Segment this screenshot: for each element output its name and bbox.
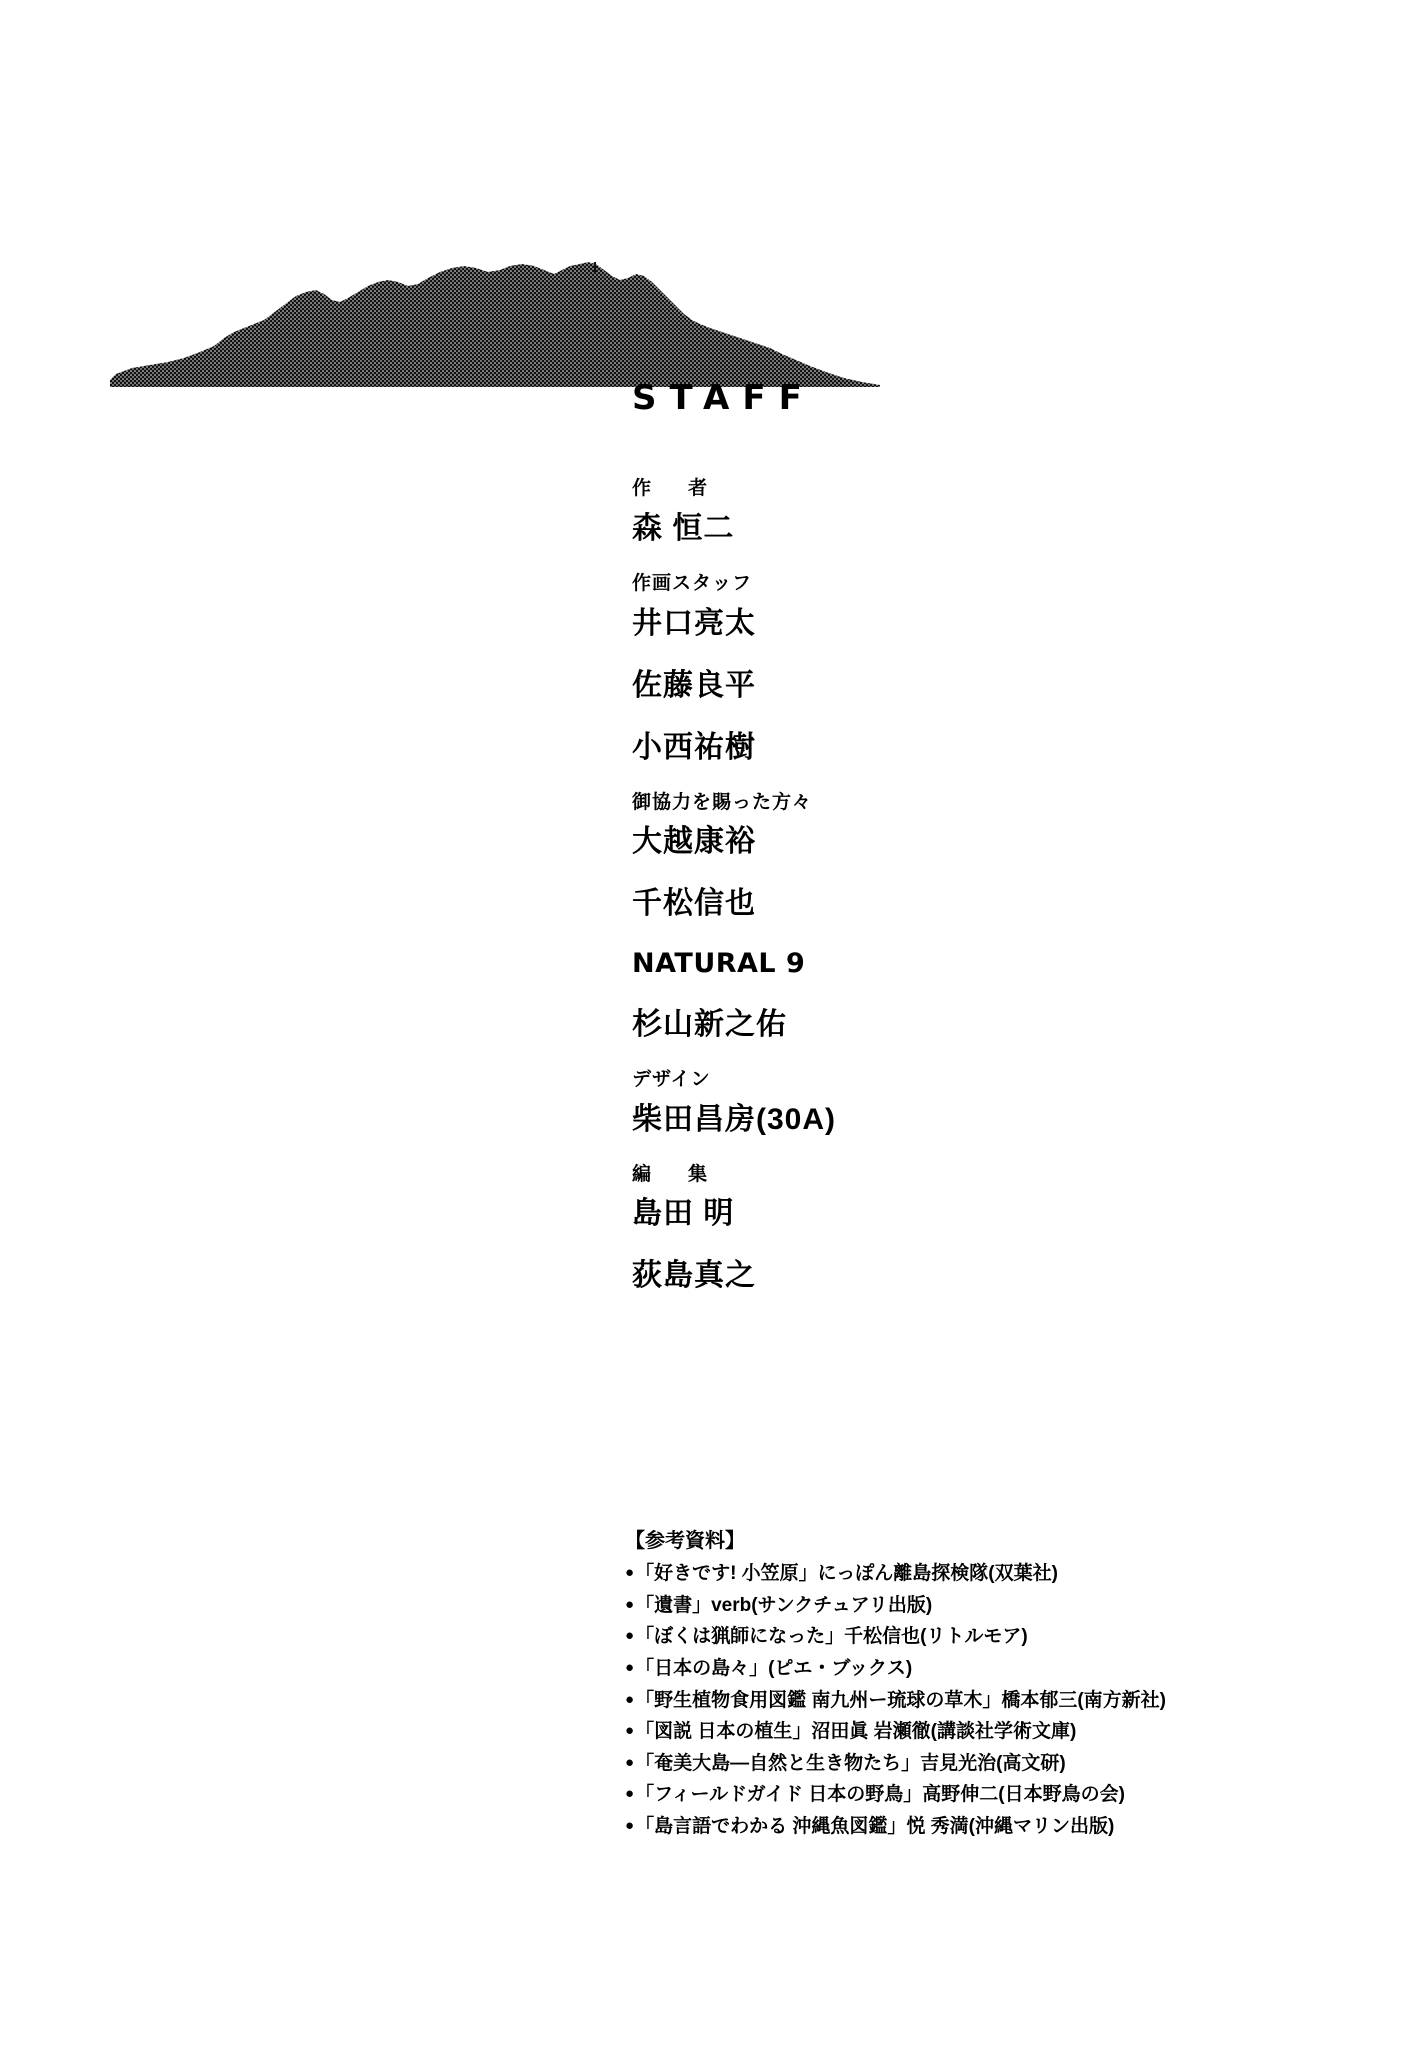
references-section bbox=[625, 1528, 1325, 1846]
reference-text: 「奄美大島―自然と生き物たち」吉見光治(高文研) bbox=[635, 1752, 1066, 1774]
credit-name: 千松信也 bbox=[632, 887, 756, 921]
credit-name: 杉山新之佑 bbox=[632, 1007, 787, 1041]
credit-group-cooperation bbox=[632, 792, 1232, 1043]
bullet-icon: ● bbox=[625, 1753, 635, 1771]
reference-text: 「好きです! 小笠原」にっぽん離島探検隊(双葉社) bbox=[635, 1563, 1058, 1584]
credit-name: NATURAL 9 bbox=[632, 948, 806, 980]
reference-text: 「日本の島々」(ピエ・ブックス) bbox=[635, 1657, 913, 1679]
credit-group-editing bbox=[632, 1164, 1232, 1295]
reference-item bbox=[625, 1624, 1325, 1650]
bullet-icon: ● bbox=[625, 1595, 635, 1613]
bullet-icon: ● bbox=[625, 1658, 635, 1676]
credit-name: 井口亮太 bbox=[632, 606, 756, 640]
credits-list bbox=[632, 478, 1232, 1320]
credit-role-label: 編 集 bbox=[632, 1163, 717, 1185]
reference-text: 「ぼくは猟師になった」千松信也(リトルモア) bbox=[635, 1626, 1028, 1648]
reference-text: 「島言語でわかる 沖縄魚図鑑」悦 秀満(沖縄マリン出版) bbox=[635, 1816, 1115, 1838]
bullet-icon: ● bbox=[625, 1564, 635, 1581]
credit-role-label: 御協力を賜った方々 bbox=[632, 791, 813, 813]
reference-item bbox=[625, 1561, 1325, 1587]
credit-name: 柴田昌房(30A) bbox=[632, 1102, 837, 1136]
credit-name: 島田 明 bbox=[632, 1197, 735, 1231]
references-title: 【参考資料】 bbox=[625, 1530, 745, 1552]
reference-item bbox=[625, 1688, 1325, 1714]
credit-role-label: デザイン bbox=[632, 1068, 711, 1090]
reference-text: 「フィールドガイド 日本の野鳥」高野伸二(日本野鳥の会) bbox=[635, 1784, 1125, 1806]
reference-item bbox=[625, 1719, 1325, 1745]
credit-name: 森 恒二 bbox=[632, 511, 735, 545]
credit-name: 荻島真之 bbox=[632, 1259, 756, 1293]
bullet-icon: ● bbox=[625, 1627, 635, 1645]
credit-name: 大越康裕 bbox=[632, 825, 756, 859]
credit-name: 佐藤良平 bbox=[632, 668, 756, 702]
reference-item bbox=[625, 1751, 1325, 1777]
reference-item bbox=[625, 1656, 1325, 1682]
reference-text: 「図説 日本の植生」沼田眞 岩瀬徹(講談社学術文庫) bbox=[635, 1721, 1077, 1743]
bullet-icon: ● bbox=[625, 1690, 635, 1708]
mountain-silhouette-icon bbox=[110, 262, 880, 387]
credit-group-art-staff bbox=[632, 573, 1232, 766]
reference-text: 「遺書」verb(サンクチュアリ出版) bbox=[635, 1594, 933, 1616]
bullet-icon: ● bbox=[625, 1722, 635, 1740]
credit-group-author bbox=[632, 478, 1232, 547]
page-title: STAFF bbox=[632, 378, 815, 418]
bullet-icon: ● bbox=[625, 1817, 635, 1835]
reference-text: 「野生植物食用図鑑 南九州ー琉球の草木」橋本郁三(南方新社) bbox=[635, 1689, 1166, 1711]
credit-name: 小西祐樹 bbox=[632, 730, 756, 764]
reference-item bbox=[625, 1593, 1325, 1619]
credit-group-design bbox=[632, 1069, 1232, 1138]
credit-role-label: 作 者 bbox=[632, 478, 717, 499]
credit-role-label: 作画スタッフ bbox=[632, 572, 753, 594]
reference-item bbox=[625, 1782, 1325, 1808]
reference-item bbox=[625, 1814, 1325, 1840]
bullet-icon: ● bbox=[625, 1785, 635, 1803]
